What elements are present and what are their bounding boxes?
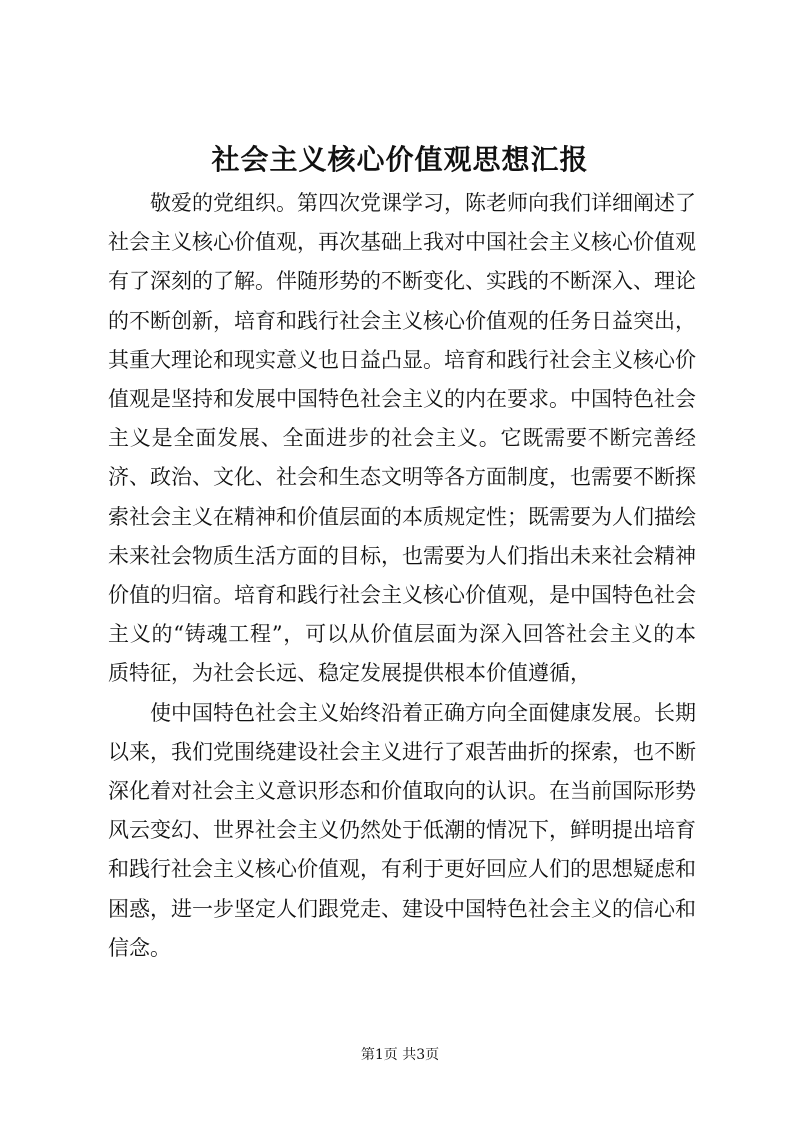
paragraph-2: 使中国特色社会主义始终沿着正确方向全面健康发展。长期以来，我们党围绕建设社会主义进行了艰苦曲折的探索，也不断深化着对社会主义意识形态和价值取向的认识。在当前国际形势风云变幻、世界社会主义仍然处于低潮的情况下，鲜明提出培育和践行社会主义核心价值观，有利于更好回应人们的思想疑虑和困惑，进一步坚定人们跟党走、建设中国特色社会主义的信心和信念。 xyxy=(108,700,696,960)
paragraph-1: 敬爱的党组织。第四次党课学习，陈老师向我们详细阐述了社会主义核心价值观，再次基础上我对中国社会主义核心价值观有了深刻的了解。伴随形势的不断变化、实践的不断深入、理论的不断创新，培育和践行社会主义核心价值观的任务日益突出，其重大理论和现实意义也日益凸显。培育和践行社会主义核心价值观是坚持和发展中国特色社会主义的内在要求。中国特色社会主义是全面发展、全面进步的社会主义。它既需要不断完善经济、政治、文化、社会和生态文明等各方面制度，也需要不断探索社会主义在精神和价值层面的本质规定性；既需要为人们描绘未来社会物质生活方面的目标，也需要为人们指出未来社会精神价值的归宿。培育和践行社会主义核心价值观，是中国特色社会主义的“铸魂工程”，可以从价值层面为深入回答社会主义的本质特征，为社会长远、稳定发展提供根本价值遵循， xyxy=(108,191,696,686)
page-footer: 第1页 共3页 xyxy=(360,1047,440,1063)
document-title: 社会主义核心价值观思想汇报 xyxy=(211,143,589,176)
document-body xyxy=(108,184,696,968)
